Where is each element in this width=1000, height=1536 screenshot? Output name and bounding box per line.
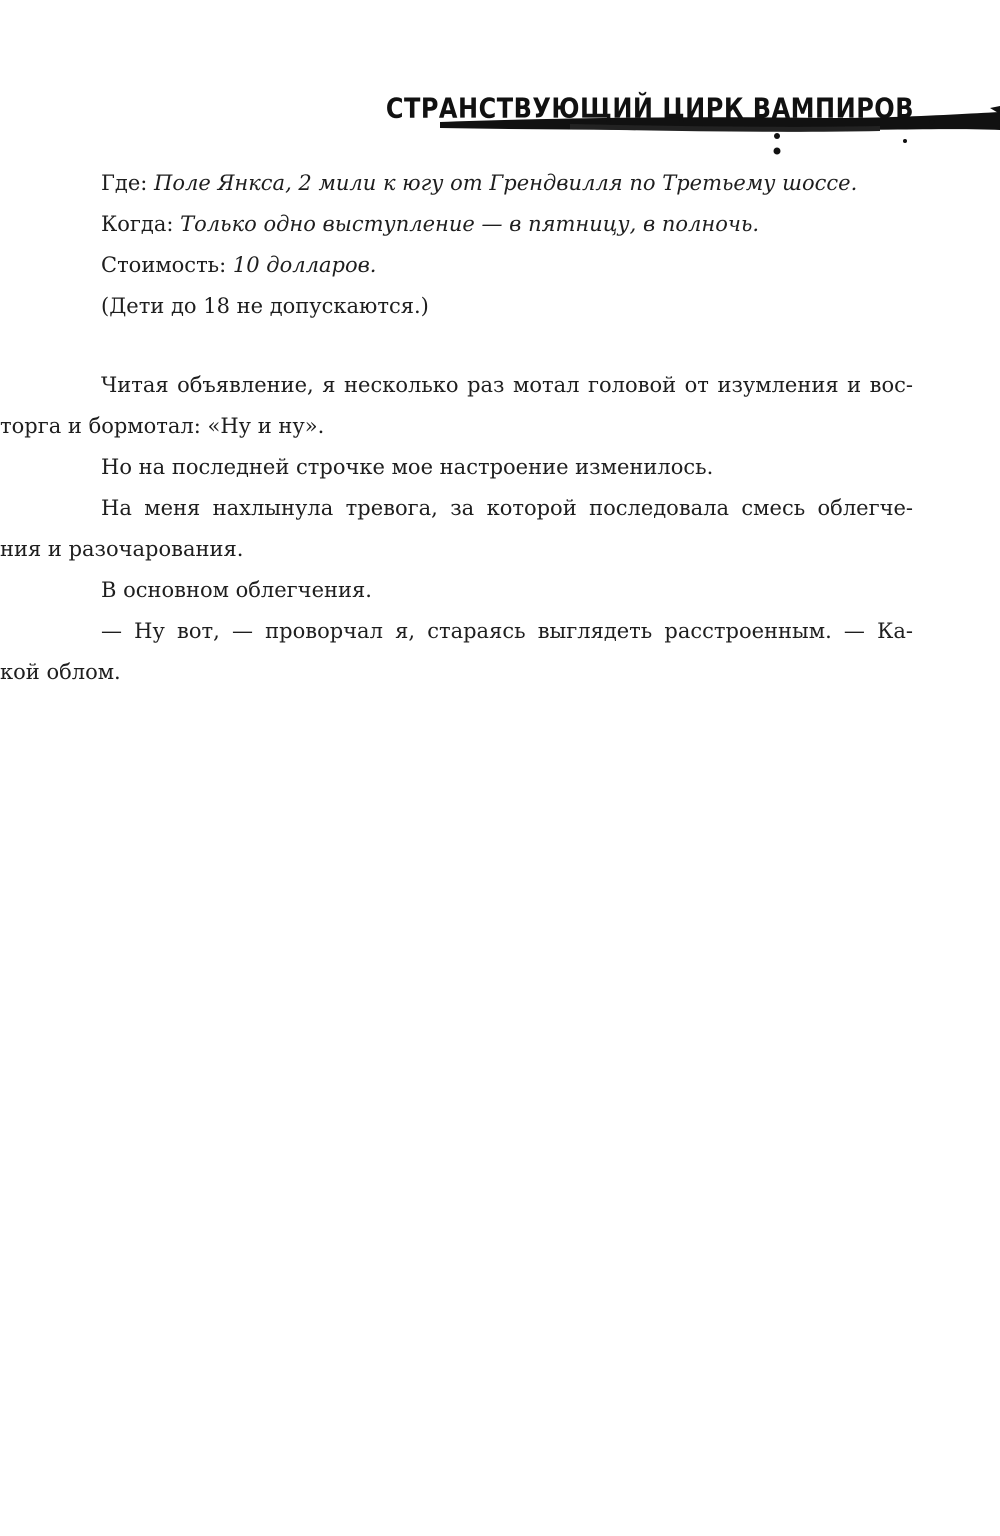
paragraph-line: Но на последней строчке мое настроение изменилось.	[101, 455, 714, 479]
paragraph-line: На меня нахлынула тревога, за которой последовала смесь облегче-	[101, 496, 913, 520]
cost-label: Стоимость:	[101, 253, 227, 277]
info-when	[101, 204, 913, 245]
paragraph	[101, 447, 913, 488]
paragraph	[0, 611, 913, 693]
paragraph-line: — Ну вот, — проворчал я, стараясь выглядеть расстроенным. — Ка-	[101, 619, 913, 643]
paragraph	[0, 488, 913, 570]
running-header	[385, 78, 1000, 168]
paragraph	[0, 365, 913, 447]
info-cost	[101, 245, 913, 286]
running-header-title: СТРАНСТВУЮЩИЙ ЦИРК ВАМПИРОВ	[385, 92, 914, 125]
paragraph-line: торга и бормотал: «Ну и ну».	[0, 414, 325, 438]
cost-value: 10 долларов.	[232, 253, 377, 277]
when-value: Только одно выступление — в пятницу, в полночь.	[180, 212, 760, 236]
where-value: Поле Янкса, 2 мили к югу от Грендвилля по Третьему шоссе.	[154, 171, 858, 195]
paragraph-line: ния и разочарования.	[0, 537, 244, 561]
info-where	[101, 163, 913, 204]
paragraph	[101, 570, 913, 611]
where-label: Где:	[101, 171, 148, 195]
paragraph-line: Читая объявление, я несколько раз мотал головой от изумления и вос-	[101, 373, 913, 397]
event-info	[101, 163, 913, 327]
when-label: Когда:	[101, 212, 174, 236]
info-age-note: (Дети до 18 не допускаются.)	[101, 294, 429, 318]
narrative-text	[0, 365, 913, 693]
paragraph-line: В основном облегчения.	[101, 578, 372, 602]
paragraph-line: кой облом.	[0, 660, 121, 684]
